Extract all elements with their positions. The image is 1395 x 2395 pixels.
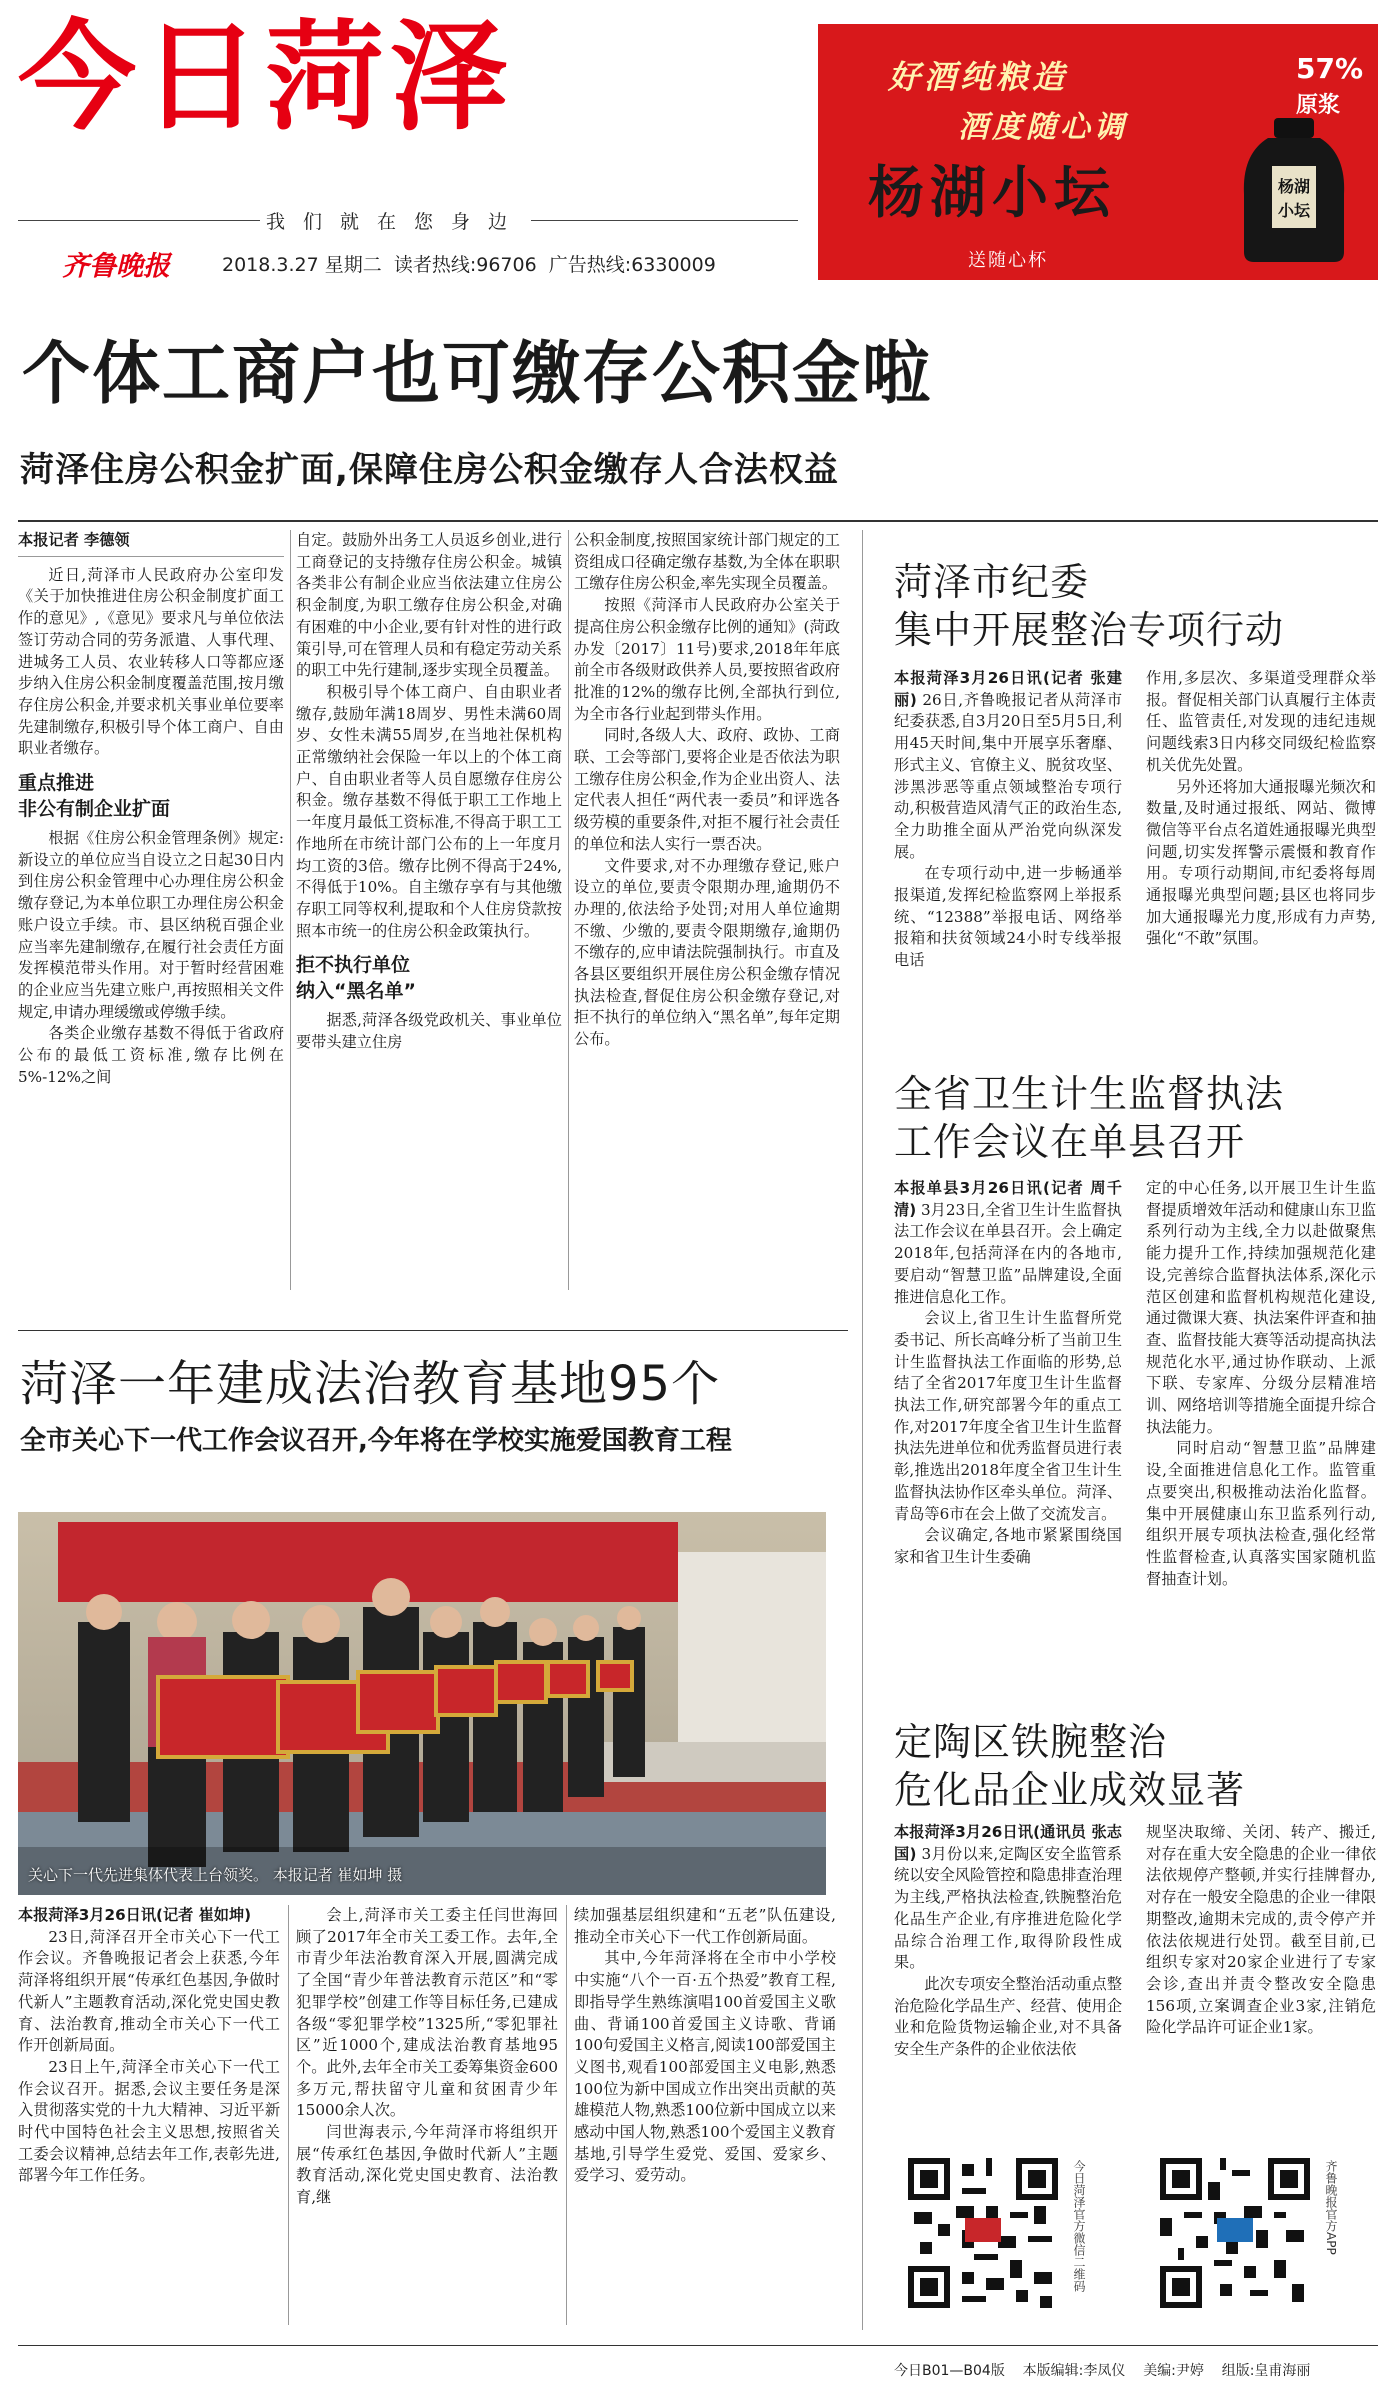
ad-slogan-1: 好酒纯粮造 — [888, 58, 1069, 96]
ad-alcohol-proof: 57% — [1296, 52, 1364, 85]
article1-paragraph: 文件要求,对不办理缴存登记,账户设立的单位,要责令限期办理,逾期仍不办理的,依法给予处罚;对用人单位逾期不缴、少缴的,要责令限期缴存,逾期仍不缴存的,应申请法院强制执行。市直及各县区要组织开展住房公积金缴存情况执法检查,督促住房公积金缴存登记,对拒不执行的单位纳入“黑名单”,每年定期公布。 — [574, 856, 840, 1049]
article4-paragraph: 同时启动“智慧卫监”品牌建设,全面推进信息化工作。监管重点要突出,积极推动法治化监督。集中开展健康山东卫监系列行动,组织开展专项执法检查,强化经常性监督检查,认真落实国家随机监督抽查计划。 — [1146, 1439, 1376, 1588]
column-divider — [288, 1905, 289, 2325]
article2-headline: 菏泽一年建成法治教育基地95个 — [20, 1356, 721, 1412]
footer-pages: 今日B01—B04版 — [894, 2363, 1005, 2379]
article1-column-3 — [574, 530, 840, 1051]
ad-brand: 杨湖小坛 — [868, 160, 1116, 226]
article3-column-1 — [894, 668, 1122, 972]
ad-subtext: 送随心杯 — [968, 250, 1048, 271]
footer-rule — [18, 2345, 1378, 2346]
article5-column-1 — [894, 1822, 1122, 2061]
article4-column-1 — [894, 1178, 1122, 1569]
reader-hotline: 96706 — [476, 254, 537, 276]
article1-subtitle: 菏泽住房公积金扩面,保障住房公积金缴存人合法权益 — [20, 450, 839, 490]
app-qr-label: 齐鲁晚报官方APP — [1324, 2160, 1338, 2255]
article2-paragraph: 23日,菏泽召开全市关心下一代工作会议。齐鲁晚报记者会上获悉,今年菏泽将组织开展“传承红色基因,争做时代新人”主题教育活动,深化党史国史教育、法治教育,推动全市关心下一代工作开创新局面。 — [18, 1927, 280, 2055]
article4-headline: 全省卫生计生监督执法 工作会议在单县召开 — [894, 1072, 1285, 1164]
paper-name: 齐鲁晚报 — [62, 251, 170, 282]
article2-column-1 — [18, 1905, 280, 2187]
ad-hotline-label: 广告热线: — [548, 254, 632, 276]
article2-top-rule — [18, 1330, 848, 1331]
footer-editor: 本版编辑:李凤仪 — [1022, 2363, 1126, 2379]
article5-byline: 本报菏泽3月26日讯(通讯员 张志国) — [894, 1823, 1122, 1863]
article3-byline: 本报菏泽3月26日讯(记者 张建丽) — [894, 669, 1122, 709]
article1-paragraph: 近日,菏泽市人民政府办公室印发《关于加快推进住房公积金制度扩面工作的意见》,《意见》要求凡与单位依法签订劳动合同的劳务派遣、人事代理、进城务工人员、农业转移人口等都应逐步纳入住房公积金制度覆盖范围,按月缴存住房公积金,并要求机关事业单位要率先建制缴存,积极引导个体工商户、自由职业者缴存。 — [18, 565, 284, 758]
byline-rule — [18, 556, 284, 557]
article3-column-2 — [1146, 668, 1376, 950]
award-ceremony-photo — [18, 1512, 826, 1895]
article2-paragraph: 续加强基层组织建和“五老”队伍建设,推动全市关心下一代工作创新局面。 — [574, 1906, 836, 1946]
date-line — [222, 250, 716, 277]
article1-column-1 — [18, 530, 284, 1088]
footer-proof: 组版:皇甫海丽 — [1221, 2363, 1311, 2379]
article1-byline: 本报记者 李德领 — [18, 531, 130, 549]
photo-caption: 关心下一代先进集体代表上台领奖。 本报记者 崔如坤 摄 — [28, 1866, 403, 1884]
column-divider — [568, 530, 569, 1290]
article2-subtitle: 全市关心下一代工作会议召开,今年将在学校实施爱国教育工程 — [20, 1426, 732, 1456]
article2-column-3 — [574, 1905, 836, 2187]
article5-headline: 定陶区铁腕整治 危化品企业成效显著 — [894, 1720, 1246, 1812]
article1-subheading-2: 拒不执行单位 纳入“黑名单” — [296, 954, 416, 1003]
ad-slogan-2: 酒度随心调 — [958, 110, 1128, 145]
wechat-qr-code-icon[interactable] — [908, 2158, 1058, 2308]
article2-column-2 — [296, 1905, 558, 2209]
issue-date: 2018.3.27 星期二 — [222, 254, 382, 276]
article4-paragraph: 会议上,省卫生计生监督所党委书记、所长高峰分析了当前卫生计生监督执法工作面临的形势,总结了全省2017年度卫生计生监督执法工作,研究部署今年的重点工作,对2017年度全省卫生计生监督执法先进单位和优秀监督员进行表彰,推选出2018年度全省卫生计生监督执法协作区牵头单位。菏泽、青岛等6市在会上做了交流发言。 — [894, 1309, 1122, 1523]
article5-paragraph: 此次专项安全整治活动重点整治危险化学品生产、经营、使用企业和危险货物运输企业,对不具备安全生产条件的企业依法依 — [894, 1974, 1122, 2059]
liquor-advertisement — [818, 24, 1378, 280]
article1-paragraph: 积极引导个体工商户、自由职业者缴存,鼓励年满18周岁、男性未满60周岁、女性未满55周岁,在当地社保机构正常缴纳社会保险一年以上的个体工商户、自由职业者等人员自愿缴存住房公积金。缴存基数不得低于职工工作地上一年度月最低工资标准,不得高于职工工作地所在市统计部门公布的上一年度月均工资的3倍。缴存比例不得高于24%,不得低于10%。自主缴存享有与其他缴存职工同等权利,提取和个人住房贷款按照本市统一的住房公积金政策执行。 — [296, 682, 562, 940]
article1-paragraph: 各类企业缴存基数不得低于省政府公布的最低工资标准,缴存比例在5%-12%之间 — [18, 1024, 284, 1086]
liquor-bottle-icon — [1238, 114, 1350, 264]
article3-headline: 菏泽市纪委 集中开展整治专项行动 — [894, 560, 1285, 652]
article3-paragraph: 另外还将加大通报曝光频次和数量,及时通过报纸、网站、微博微信等平台点名道姓通报曝光典型问题,切实发挥警示震慑和教育作用。专项行动期间,市纪委将每周通报曝光典型问题;县区也将同步加大通报曝光力度,形成有力声势,强化“不敢”氛围。 — [1146, 777, 1376, 948]
article2-paragraph: 闫世海表示,今年菏泽市将组织开展“传承红色基因,争做时代新人”主题教育活动,深化党史国史教育、法治教育,继 — [296, 2123, 558, 2207]
right-section-divider — [862, 530, 863, 2330]
column-divider — [566, 1905, 567, 2325]
article1-headline: 个体工商户也可缴存公积金啦 — [22, 334, 933, 414]
article3-paragraph: 26日,齐鲁晚报记者从菏泽市纪委获悉,自3月20日至5月5日,利用45天时间,集中开展享乐奢靡、形式主义、官僚主义、脱贫攻坚、涉黑涉恶等重点领域整治专项行动,积极营造风清气正的政治生态,全力助推全面从严治党向纵深发展。 — [894, 690, 1123, 861]
article4-paragraph: 定的中心任务,以开展卫生计生监督提质增效年活动和健康山东卫监系列行动为主线,全力以赴做聚焦能力提升工作,持续加强规范化建设,完善综合监督执法体系,深化示范区创建和监督机构规范化建设,通过微课大赛、执法案件评查和抽查、监督技能大赛等活动提高执法规范化水平,通过协作联动、上派下联、专家库、分级分层精准培训、网络培训等措施全面提升综合执法能力。 — [1146, 1179, 1376, 1436]
column-divider — [290, 530, 291, 1290]
article1-paragraph: 同时,各级人大、政府、政协、工商联、工会等部门,要将企业是否依法为职工缴存住房公积金,作为企业出资人、法定代表人担任“两代表一委员”和评选各级劳模的重要条件,对拒不履行社会责任的单位和法人实行一票否决。 — [574, 726, 840, 853]
article1-paragraph: 按照《菏泽市人民政府办公室关于提高住房公积金缴存比例的通知》(菏政办发〔2017〕11号)要求,2018年年底前全市各级财政供养人员,要按照省政府批准的12%的缴存比例,全部执行到位,为全市各行业起到带头作用。 — [574, 596, 840, 723]
masthead-slogan: 我们就在您身边 — [260, 207, 531, 234]
article1-subheading-1: 重点推进 非公有制企业扩面 — [18, 772, 171, 821]
article5-paragraph: 规坚决取缔、关闭、转产、搬迁,对存在重大安全隐患的企业一律依法依规停产整顿,并实行挂牌督办,对存在一般安全隐患的企业一律限期整改,逾期未完成的,责令停产并依法依规进行处罚。截至目前,已组织专家对20家企业进行了专家会诊,查出并责令整改安全隐患156项,立案调查企业3家,注销危险化学品许可证企业1家。 — [1146, 1823, 1376, 2037]
article1-column-2 — [296, 530, 562, 1054]
article2-paragraph: 其中,今年菏泽将在全市中小学校中实施“八个一百·五个热爱”教育工程,即指导学生熟练演唱100首爱国主义歌曲、背诵100首爱国主义诗歌、背诵100句爱国主义格言,阅读100部爱国主义图书,观看100部爱国主义电影,熟悉100位为新中国成立作出突出贡献的英雄模范人物,熟悉100位新中国成立以来感动中国人物,熟悉100个爱国主义教育基地,引导学生爱党、爱国、爱家乡、爱学习、爱劳动。 — [574, 1949, 836, 2185]
article1-paragraph: 自定。鼓励外出务工人员返乡创业,进行工商登记的支持缴存住房公积金。城镇各类非公有制企业应当依法建立住房公积金制度,为职工缴存住房公积金,对确有困难的中小企业,要有针对性的进行政策引导,可在管理人员和有稳定劳动关系的职工中先行建制,逐步实现全员覆盖。 — [296, 531, 562, 680]
ad-raw-label: 原浆 — [1296, 93, 1341, 118]
bottle-label-top: 杨湖 — [1277, 177, 1311, 196]
footer-design: 美编:尹婷 — [1143, 2363, 1204, 2379]
article1-paragraph: 据悉,菏泽各级党政机关、事业单位要带头建立住房 — [296, 1011, 562, 1052]
footer — [894, 2360, 1310, 2380]
article2-paragraph: 会上,菏泽市关工委主任闫世海回顾了2017年全市关工委工作。去年,全市青少年法治教育深入开展,圆满完成了全国“青少年普法教育示范区”和“零犯罪学校”创建工作等目标任务,已建成各级“零犯罪学校”1325所,“零犯罪社区”近1000个,建成法治教育基地95个。此外,去年全市关工委筹集资金600多万元,帮扶留守儿童和贫困青少年15000余人次。 — [296, 1906, 558, 2120]
masthead-logo: 今日菏泽 — [18, 8, 515, 146]
article2-byline: 本报菏泽3月26日讯(记者 崔如坤) — [18, 1906, 252, 1924]
article5-column-2 — [1146, 1822, 1376, 2039]
article5-paragraph: 3月份以来,定陶区安全监管系统以安全风险管控和隐患排查治理为主线,严格执法检查,铁腕整治危化品生产企业,有序推进危险化学品综合治理工作,取得阶段性成果。 — [894, 1844, 1122, 1972]
article3-paragraph: 作用,多层次、多渠道受理群众举报。督促相关部门认真履行主体责任、监管责任,对发现的违纪违规问题线索3日内移交同级纪检监察机关优先处置。 — [1146, 669, 1376, 774]
ceremony-scene-icon — [18, 1512, 826, 1895]
article4-byline: 本报单县3月26日讯(记者 周千清) — [894, 1179, 1122, 1219]
reader-hotline-label: 读者热线: — [393, 254, 477, 276]
top-rule — [18, 520, 1378, 522]
bottle-label-bottom: 小坛 — [1277, 201, 1311, 220]
article4-column-2 — [1146, 1178, 1376, 1590]
article1-paragraph: 根据《住房公积金管理条例》规定:新设立的单位应当自设立之日起30日内到住房公积金管理中心办理住房公积金缴存登记,为本单位职工办理住房公积金账户设立手续。市、县区纳税百强企业应当率先建制缴存,在履行社会责任方面发挥模范带头作用。对于暂时经营困难的企业应当先建立账户,再按照相关文件规定,申请办理缓缴或停缴手续。 — [18, 829, 284, 1021]
wechat-qr-label: 今日菏泽官方微信二维码 — [1072, 2160, 1086, 2292]
app-qr-code-icon[interactable] — [1160, 2158, 1310, 2308]
article4-paragraph: 3月23日,全省卫生计生监督执法工作会议在单县召开。会上确定2018年,包括菏泽在内的各地市,要启动“智慧卫监”品牌建设,全面推进信息化工作。 — [894, 1200, 1122, 1306]
ad-hotline: 6330009 — [631, 254, 716, 276]
article3-paragraph: 在专项行动中,进一步畅通举报渠道,发挥纪检监察网上举报系统、“12388”举报电话、网络举报箱和扶贫领域24小时专线举报电话 — [894, 864, 1122, 970]
article4-paragraph: 会议确定,各地市紧紧围绕国家和省卫生计生委确 — [894, 1526, 1122, 1566]
article1-paragraph: 公积金制度,按照国家统计部门规定的工资组成口径确定缴存基数,为全体在职职工缴存住房公积金,率先实现全员覆盖。 — [574, 531, 840, 593]
article2-paragraph: 23日上午,菏泽全市关心下一代工作会议召开。据悉,会议主要任务是深入贯彻落实党的十九大精神、习近平新时代中国特色社会主义思想,按照省关工委会议精神,总结去年工作,表彰先进,部署今年工作任务。 — [18, 2057, 280, 2185]
